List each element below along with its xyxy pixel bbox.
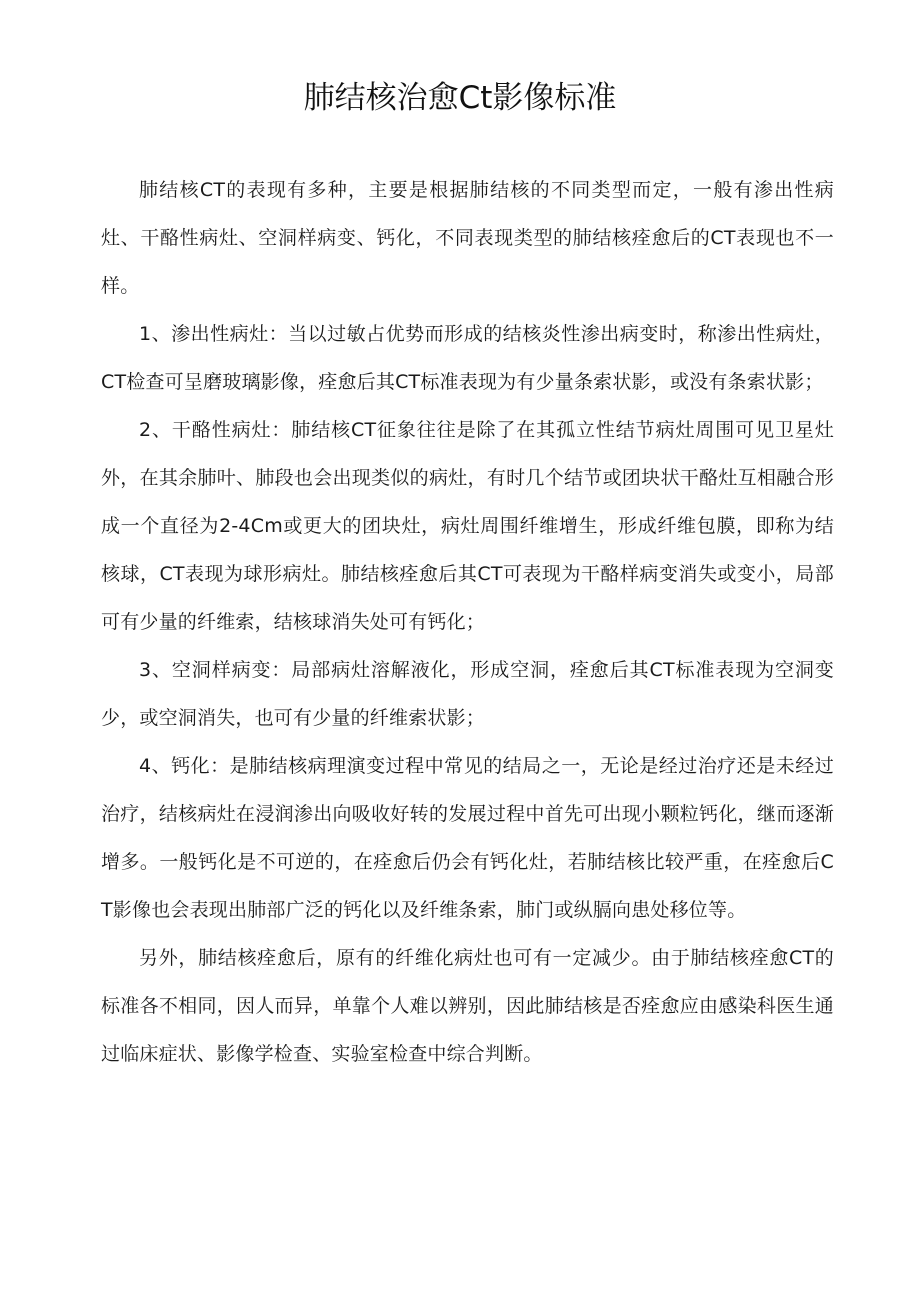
paragraph-intro: 肺结核CT的表现有多种，主要是根据肺结核的不同类型而定，一般有渗出性病灶、干酪性病灶、空洞样病变、钙化，不同表现类型的肺结核痊愈后的CT表现也不一样。 [101,179,834,297]
paragraph-caseous-lesion: 2、干酪性病灶：肺结核CT征象往往是除了在其孤立性结节病灶周围可见卫星灶外，在其余肺叶、肺段也会出现类似的病灶，有时几个结节或团块状干酪灶互相融合形成一个直径为2-4Cm或更大的团块灶，病灶周围纤维增生，形成纤维包膜，即称为结核球，CT表现为球形病灶。肺结核痊愈后其CT可表现为干酪样病变消失或变小，局部可有少量的纤维索，结核球消失处可有钙化； [101,419,834,633]
paragraph-conclusion: 另外，肺结核痊愈后，原有的纤维化病灶也可有一定减少。由于肺结核痊愈CT的标准各不相同，因人而异，单靠个人难以辨别，因此肺结核是否痊愈应由感染科医生通过临床症状、影像学检查、实验室检查中综合判断。 [101,947,834,1065]
paragraph-calcification: 4、钙化：是肺结核病理演变过程中常见的结局之一，无论是经过治疗还是未经过治疗，结核病灶在浸润渗出向吸收好转的发展过程中首先可出现小颗粒钙化，继而逐渐增多。一般钙化是不可逆的，在痊愈后仍会有钙化灶，若肺结核比较严重，在痊愈后CT影像也会表现出肺部广泛的钙化以及纤维条索，肺门或纵膈向患处移位等。 [101,755,834,921]
paragraph-cavity-lesion: 3、空洞样病变：局部病灶溶解液化，形成空洞，痊愈后其CT标准表现为空洞变少，或空洞消失，也可有少量的纤维索状影； [101,659,834,729]
document-title: 肺结核治愈Ct影像标准 [303,80,617,116]
document-body [101,166,834,1078]
paragraph-exudative-lesion: 1、渗出性病灶：当以过敏占优势而形成的结核炎性渗出病变时，称渗出性病灶，CT检查可呈磨玻璃影像，痊愈后其CT标准表现为有少量条索状影，或没有条索状影； [101,323,834,393]
